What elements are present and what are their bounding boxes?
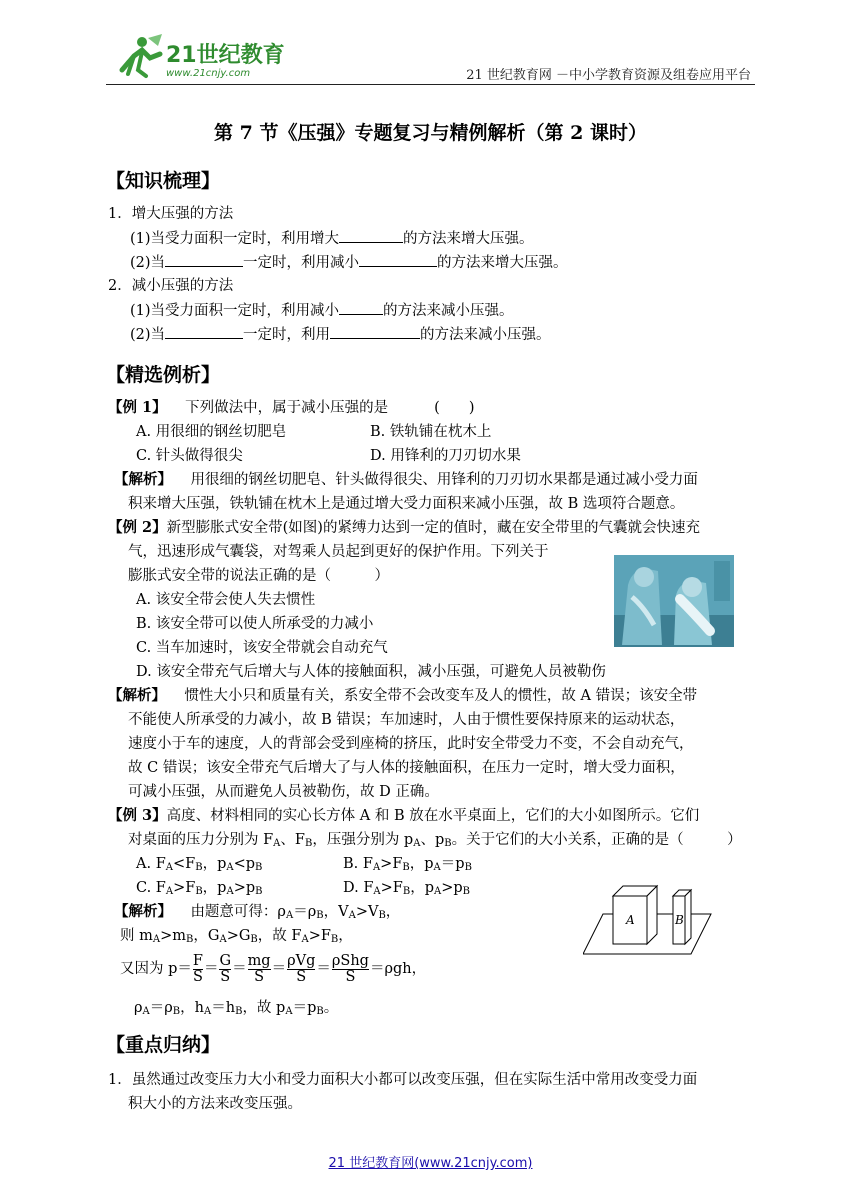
section-summary: 【重点归纳】 (106, 1034, 221, 1056)
fraction: $\frac{G}{S}$ (219, 952, 232, 985)
knowledge-1b: (2)当 一定时，利用减小 的方法来增大压强。 (130, 252, 568, 273)
ex1-answer-1: 【解析】 用很细的钢丝切肥皂、针头做得很尖、用锋利的刀刃切水果都是通过减小受力面 (114, 471, 698, 488)
ex2-answer-1: 【解析】 惯性大小只和质量有关，系安全带不会改变车及人的惯性，故 A 错误；该安全带 (108, 687, 698, 704)
fraction: $\frac{\text{ρShg}}{S}$ (331, 952, 369, 985)
ex1-option-b: B. 铁轨铺在枕木上 (370, 424, 492, 440)
section-examples: 【精选例析】 (106, 364, 221, 386)
ex2-answer-3: 速度小于车的速度，人的背部会受到座椅的挤压，此时安全带受力不变，不会自动充气， (128, 736, 694, 752)
ex3-option-b: B. $F_A>F_B$，$p_A=p_B$ (343, 856, 472, 873)
section-knowledge: 【知识梳理】 (106, 170, 221, 192)
summary-line-2: 积大小的方法来改变压强。 (128, 1096, 302, 1112)
knowledge-1a: (1)当受力面积一定时，利用增大 的方法来增大压强。 (130, 228, 534, 249)
ex2-question-3: 膨胀式安全带的说法正确的是（ ） (128, 568, 389, 584)
seatbelt-image (614, 555, 734, 647)
svg-text:21世纪教育: 21世纪教育 (166, 43, 285, 68)
summary-line-1: 1．虽然通过改变压力大小和受力面积大小都可以改变压强，但在实际生活中常用改变受力面 (108, 1072, 698, 1088)
blocks-figure (583, 872, 713, 962)
ex2-answer-2: 不能使人所承受的力减小，故 B 错误；车加速时，人由于惯性要保持原来的运动状态， (128, 712, 685, 728)
figure-label-a: A (626, 913, 635, 927)
svg-text:www.21cnjy.com: www.21cnjy.com (166, 68, 251, 79)
logo (108, 30, 288, 82)
ex1-question: 【例 1】 下列做法中，属于减小压强的是 ( ) (108, 399, 475, 416)
fraction: $\frac{\text{ρVg}}{S}$ (287, 952, 316, 985)
ex1-option-a: A. 用很细的钢丝切肥皂 (136, 424, 287, 440)
ex3-answer-4: $\rho_A=\rho_B$，$h_A=h_B$，故 $p_A=p_B$。 (134, 1000, 339, 1017)
ex2-question-2: 气，迅速形成气囊袋，对驾乘人员起到更好的保护作用。下列关于 (128, 544, 549, 560)
ex2-answer-5: 可减小压强，从而避免人员被勒伤，故 D 正确。 (128, 784, 439, 800)
ex2-option-a: A. 该安全带会使人失去惯性 (136, 592, 316, 608)
ex2-option-c: C. 当车加速时，该安全带就会自动充气 (136, 640, 388, 656)
ex3-option-c: C. $F_A>F_B$，$p_A>p_B$ (136, 880, 263, 897)
ex3-question-1: 【例 3】高度、材料相同的实心长方体 A 和 B 放在水平桌面上，它们的大小如图所示。它们 (108, 807, 700, 824)
figure-label-b: B (675, 913, 684, 927)
ex3-answer-2: 则 $m_A>m_B$，$G_A>G_B$，故 $F_A>F_B$， (120, 928, 353, 945)
fraction: $\frac{F}{S}$ (192, 952, 203, 985)
ex3-question-2: 对桌面的压力分别为 $F_A$、$F_B$，压强分别为 $p_A$、$p_B$。关于它们的大小关系，正确的是（ ） (128, 832, 742, 849)
knowledge-2a: (1)当受力面积一定时，利用减小 的方法来减小压强。 (130, 300, 514, 321)
ex3-option-d: D. $F_A>F_B$，$p_A>p_B$ (343, 880, 471, 897)
site-title: 21 世纪教育网 －中小学教育资源及组卷应用平台 (466, 68, 751, 83)
header-divider (106, 84, 755, 85)
ex1-option-c: C. 针头做得很尖 (136, 448, 243, 464)
ex2-answer-4: 故 C 错误；该安全带充气后增大了与人体的接触面积，在压力一定时，增大受力面积， (128, 760, 685, 776)
ex2-option-b: B. 该安全带可以使人所承受的力减小 (136, 616, 374, 632)
ex2-option-d: D. 该安全带充气后增大与人体的接触面积，减小压强，可避免人员被勒伤 (136, 664, 606, 680)
knowledge-2b: (2)当 一定时，利用 的方法来减小压强。 (130, 324, 551, 345)
ex3-option-a: A. $F_A<F_B$，$p_A<p_B$ (136, 856, 263, 873)
ex1-option-d: D. 用锋利的刀刃切水果 (370, 448, 521, 464)
ex2-question-1: 【例 2】新型膨胀式安全带(如图)的紧缚力达到一定的值时，藏在安全带里的气囊就会快速充 (108, 519, 700, 536)
knowledge-item-2: 2．减小压强的方法 (108, 278, 234, 294)
page-title: 第 7 节《压强》专题复习与精例解析（第 2 课时） (214, 122, 647, 144)
knowledge-item-1: 1．增大压强的方法 (108, 206, 234, 222)
ex3-answer-formula: 又因为 p＝ $\frac{F}{S}$ ＝ $\frac{G}{S}$ ＝ $\frac{mg}{S}$ ＝ $\frac{\text{ρVg}}{S}$ ＝ $\frac{\text{ρShg}}{S}$ ＝ρgh， (120, 952, 427, 985)
runner-icon (122, 34, 162, 76)
ex1-answer-2: 积来增大压强，铁轨铺在枕木上是通过增大受力面积来减小压强，故 B 选项符合题意。 (128, 496, 685, 512)
footer-link[interactable]: 21 世纪教育网(www.21cnjy.com) (328, 1156, 533, 1171)
fraction: $\frac{mg}{S}$ (247, 952, 271, 985)
ex3-answer-1: 【解析】 由题意可得：$\rho_A=\rho_B$，$V_A>V_B$， (114, 903, 401, 921)
